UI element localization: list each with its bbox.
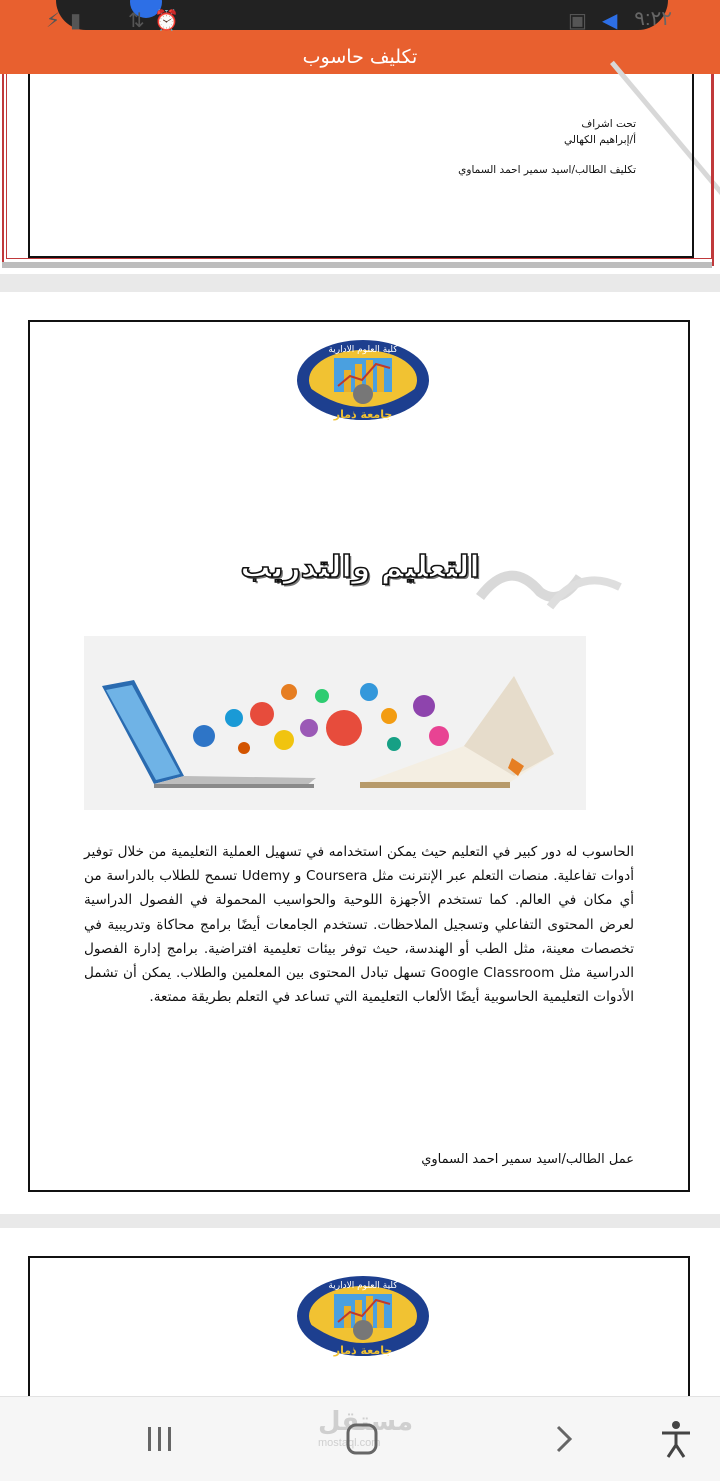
supervisor-name: أ/إبراهيم الكهالي bbox=[564, 134, 636, 146]
section-title: التعليم والتدريب bbox=[240, 550, 480, 585]
accessibility-icon[interactable] bbox=[652, 1417, 700, 1461]
status-bar bbox=[0, 0, 720, 42]
body-paragraph: الحاسوب له دور كبير في التعليم حيث يمكن استخدامه في تسهيل العملية التعليمية من خلال توفير أدوات تفاعلية. منصات التعلم عبر الإنترنت مثل Coursera و Udemy تسمح للطلاب بالدراسة من أي مكان في العالم. كما تستخدم الأجهزة اللوحية والحواسيب المحمولة في الفصول الدراسية لعرض المحتوى التفاعلي وتسجيل الملاحظات. تستخدم الجامعات أيضًا برامج محاكاة وتدريبية في تخصصات معينة، مثل الطب أو الهندسة، حيث توفر بيئات تعليمية افتراضية. برامج إدارة الفصول الدراسية مثل Google Classroom تسهل تبادل المحتوى بين المعلمين والطلاب. يمكن أن تشمل الأدوات التعليمية الحاسوبية أيضًا الألعاب التعليمية التي تساعد في التعلم بطريقة ممتعة. bbox=[84, 844, 634, 1006]
thamar-university-logo bbox=[290, 1272, 436, 1370]
supervision-label: تحت اشراف bbox=[581, 118, 636, 130]
logo-arabic-header: كلية العلوم الادارية bbox=[328, 1281, 398, 1291]
forward-icon[interactable] bbox=[540, 1417, 588, 1461]
logo-arabic-header: كلية العلوم الادارية bbox=[328, 345, 398, 355]
home-icon[interactable] bbox=[338, 1417, 386, 1461]
student-signature: عمل الطالب/اسيد سمير احمد السماوي bbox=[421, 1152, 634, 1167]
thamar-university-logo bbox=[290, 336, 436, 434]
signal-icon: ▮ bbox=[70, 8, 82, 32]
logo-english-name: THAMAR UNIVERSITY bbox=[305, 423, 421, 433]
volume-icon: ◀ bbox=[602, 8, 618, 32]
document-title: تكليف حاسوب bbox=[302, 46, 418, 68]
data-transfer-icon: ⇅ bbox=[128, 8, 145, 32]
alarm-icon: ⏰ bbox=[154, 8, 179, 32]
logo-english-name: THAMAR UNIVERSITY bbox=[305, 1359, 421, 1369]
laptop-and-book-illustration bbox=[84, 636, 586, 810]
document-title-bar bbox=[0, 42, 720, 74]
recent-apps-icon[interactable] bbox=[136, 1417, 184, 1461]
status-time: ٩:٢٢ bbox=[634, 8, 672, 30]
logo-arabic-name: جامعة ذمار bbox=[333, 408, 393, 421]
document-page-1 bbox=[0, 74, 720, 274]
site-watermark: مستقل bbox=[318, 1407, 414, 1437]
system-navigation-bar bbox=[0, 1396, 720, 1481]
battery-charging-icon: ⚡ bbox=[46, 8, 61, 32]
site-watermark-url: mostaql.com bbox=[318, 1437, 381, 1449]
logo-arabic-name: جامعة ذمار bbox=[333, 1344, 393, 1357]
document-page-2 bbox=[0, 292, 720, 1214]
page-shadow bbox=[2, 262, 712, 268]
assignment-credit: تكليف الطالب/اسيد سمير احمد السماوي bbox=[458, 164, 636, 176]
gallery-icon: ▣ bbox=[568, 8, 587, 32]
